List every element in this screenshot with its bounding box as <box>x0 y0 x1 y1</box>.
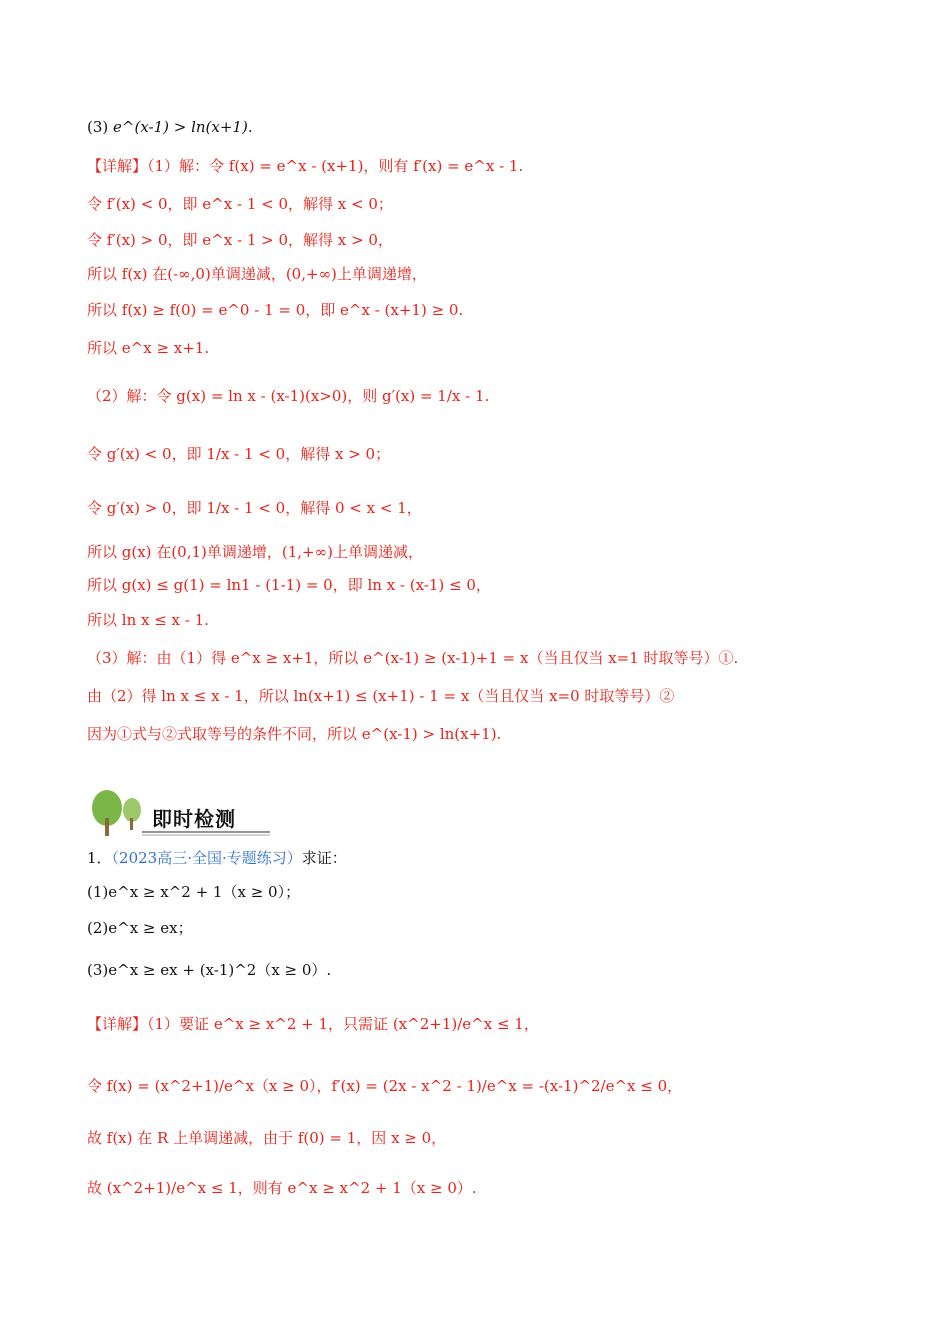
detail-line-10: 所以 g(x) 在(0,1)单调递增，(1,+∞)上单调递减， <box>87 543 423 561</box>
item-label: (3) <box>87 118 109 136</box>
problem-item-2: (2)e^x ≥ ex； <box>87 919 193 937</box>
detail-line-13: （3）解：由（1）得 e^x ≥ x+1，所以 e^(x-1) ≥ (x-1)+1 = x（当且仅当 x=1 时取等号）①. <box>87 649 739 667</box>
detail-line-9: 令 g′(x) > 0，即 1/x - 1 < 0，解得 0 < x < 1， <box>87 499 422 517</box>
detail-line-4: 所以 f(x) 在(-∞,0)单调递减，(0,+∞)上单调递增， <box>87 265 427 283</box>
problem-item-3: (3)e^x ≥ ex + (x-1)^2（x ≥ 0）. <box>87 961 332 979</box>
tree-icon <box>92 790 122 836</box>
problem-prompt: 求证： <box>301 849 347 867</box>
detail-line-1 <box>87 156 523 176</box>
detail-line-11: 所以 g(x) ≤ g(1) = ln1 - (1-1) = 0，即 ln x - (x-1) ≤ 0， <box>87 576 491 594</box>
solution-line-4: 故 (x^2+1)/e^x ≤ 1，则有 e^x ≥ x^2 + 1（x ≥ 0）. <box>87 1179 477 1197</box>
detail-line-12: 所以 ln x ≤ x - 1. <box>87 611 209 629</box>
item-formula: e^(x-1) > ln(x+1). <box>113 118 253 136</box>
detail-line-14: 由（2）得 ln x ≤ x - 1，所以 ln(x+1) ≤ (x+1) - 1 = x（当且仅当 x=0 时取等号）② <box>87 687 675 705</box>
section-title: 即时检测 <box>152 807 236 831</box>
detail-tag: 【详解】 <box>87 157 148 175</box>
detail-line-8: 令 g′(x) < 0，即 1/x - 1 < 0，解得 x > 0； <box>87 445 391 463</box>
proof-item-3 <box>87 117 253 137</box>
problem-item-1: (1)e^x ≥ x^2 + 1（x ≥ 0）； <box>87 883 301 901</box>
detail-line-15: 因为①式与②式取等号的条件不同，所以 e^(x-1) > ln(x+1). <box>87 725 502 743</box>
problem-source: （2023高三·全国·专题练习） <box>111 849 302 867</box>
problem-number: 1． <box>87 849 112 867</box>
detail-line-5: 所以 f(x) ≥ f(0) = e^0 - 1 = 0，即 e^x - (x+1) ≥ 0. <box>87 301 464 319</box>
detail-line-3: 令 f′(x) > 0，即 e^x - 1 > 0，解得 x > 0， <box>87 231 393 249</box>
solution-line-1 <box>87 1014 539 1034</box>
detail-line-7: （2）解：令 g(x) = ln x - (x-1)(x>0)，则 g′(x) = 1/x - 1. <box>87 387 490 405</box>
detail-line-6: 所以 e^x ≥ x+1. <box>87 339 210 357</box>
problem-header <box>87 848 347 868</box>
detail-text: （1）解：令 f(x) = e^x - (x+1)，则有 f′(x) = e^x - 1. <box>147 157 524 175</box>
solution-tag: 【详解】 <box>87 1015 148 1033</box>
small-tree-icon <box>123 798 141 830</box>
solution-text: （1）要证 e^x ≥ x^2 + 1，只需证 (x^2+1)/e^x ≤ 1， <box>147 1015 539 1033</box>
solution-line-3: 故 f(x) 在 R 上单调递减，由于 f(0) = 1，因 x ≥ 0， <box>87 1129 447 1147</box>
solution-line-2: 令 f(x) = (x^2+1)/e^x（x ≥ 0），f′(x) = (2x - x^2 - 1)/e^x = -(x-1)^2/e^x ≤ 0， <box>87 1077 683 1095</box>
detail-line-2: 令 f′(x) < 0，即 e^x - 1 < 0，解得 x < 0； <box>87 195 393 213</box>
